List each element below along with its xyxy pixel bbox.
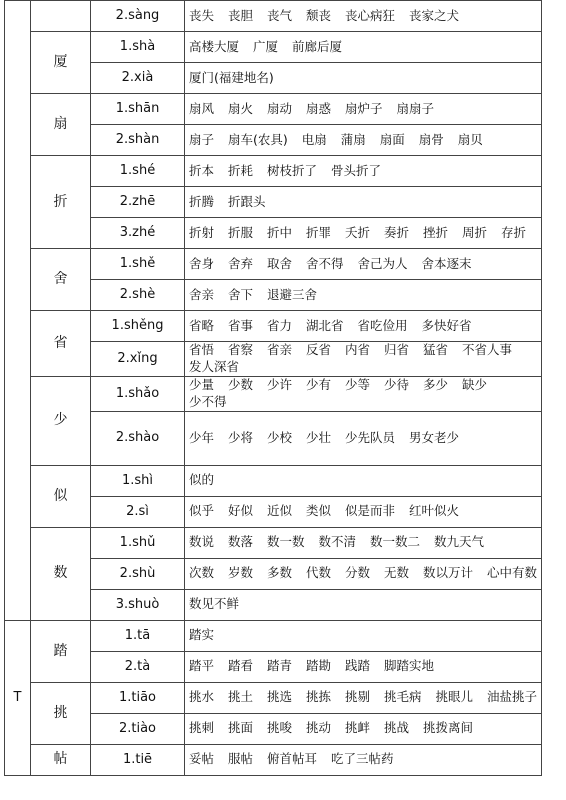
character-cell: 数 [31,527,91,620]
table-row [5,527,542,558]
letter-cell [5,1,31,621]
example-word: 存折 [501,224,527,240]
example-word: 似的 [189,472,215,488]
words-cell [185,63,542,94]
example-word: 蒲扇 [340,131,366,147]
words-cell [185,744,542,775]
pinyin-cell: 2.shàn [91,125,185,156]
example-word: 挑面 [228,720,254,736]
example-word: 少先队员 [345,429,396,445]
example-word: 省亲 [267,342,293,357]
words-cell [185,411,542,465]
table-row [5,249,542,280]
example-word: 无数 [384,565,410,581]
example-word: 心中有数 [487,565,538,581]
character-cell [31,1,91,32]
example-word: 扇风 [189,100,215,116]
table-row [5,744,542,775]
example-word: 发人深省 [189,358,240,374]
example-word: 服帖 [228,751,254,767]
example-word: 厦门(福建地名) [189,69,274,85]
example-word: 丧家之犬 [409,7,460,23]
example-word: 省事 [228,317,254,333]
example-word: 挑动 [306,720,332,736]
example-word: 折罪 [306,224,332,240]
words-cell [185,94,542,125]
pinyin-cell: 1.shé [91,156,185,187]
example-word: 舍己为人 [357,255,408,271]
example-word: 数一数 [267,534,305,550]
example-word: 折射 [189,224,215,240]
example-word: 挑拣 [306,689,332,705]
character-cell: 帖 [31,744,91,775]
example-word: 舍不得 [306,255,344,271]
example-word: 舍下 [228,286,254,302]
example-word: 扇火 [228,100,254,116]
table-row [5,311,542,342]
words-cell [185,589,542,620]
example-word: 挑毛病 [384,689,422,705]
example-word: 扇骨 [418,131,444,147]
character-cell: 似 [31,465,91,527]
pinyin-cell: 1.tā [91,620,185,651]
words-cell [185,187,542,218]
example-word: 丧失 [189,7,215,23]
example-word: 省悟 [189,342,215,357]
pinyin-cell: 2.xǐng [91,342,185,377]
example-word: 数见不鲜 [189,596,240,612]
pinyin-cell: 1.shǔ [91,527,185,558]
words-cell [185,311,542,342]
pinyin-cell: 2.sàng [91,1,185,32]
example-word: 少壮 [306,429,332,445]
example-word: 夭折 [345,224,371,240]
example-word: 折跟头 [228,193,266,209]
example-word: 挑刺 [189,720,215,736]
table-row [5,620,542,651]
words-cell [185,651,542,682]
example-word: 不省人事 [462,342,513,357]
pinyin-cell: 2.sì [91,496,185,527]
example-word: 挑衅 [345,720,371,736]
pinyin-cell: 2.shù [91,558,185,589]
example-word: 踏平 [189,658,215,674]
words-cell [185,527,542,558]
pinyin-cell: 3.shuò [91,589,185,620]
words-cell [185,713,542,744]
example-word: 似乎 [189,503,215,519]
example-word: 多快好省 [421,317,472,333]
example-word: 少校 [267,429,293,445]
example-word: 次数 [189,565,215,581]
words-cell [185,376,542,411]
example-word: 数九天气 [434,534,485,550]
table-row [5,376,542,411]
words-cell [185,496,542,527]
example-word: 挑战 [384,720,410,736]
example-word: 广厦 [253,38,279,54]
example-word: 扇扇子 [396,100,435,116]
example-word: 多数 [267,565,293,581]
polyphonic-char-table [4,0,542,776]
pinyin-cell: 1.shěng [91,311,185,342]
example-word: 挑剔 [345,689,371,705]
words-cell [185,682,542,713]
pinyin-cell: 2.shào [91,411,185,465]
example-word: 岁数 [228,565,254,581]
pinyin-cell: 1.shě [91,249,185,280]
pinyin-cell: 3.zhé [91,218,185,249]
example-word: 退避三舍 [267,286,318,302]
example-word: 少等 [345,376,371,392]
example-word: 挑眼儿 [435,689,474,705]
example-word: 树枝折了 [267,162,318,178]
words-cell [185,125,542,156]
example-word: 少量 [189,376,215,392]
table-row [5,1,542,32]
pinyin-cell: 1.shì [91,465,185,496]
example-word: 多少 [423,376,449,392]
words-cell [185,32,542,63]
example-word: 折服 [228,224,254,240]
example-word: 挑选 [267,689,293,705]
character-cell: 少 [31,376,91,465]
example-word: 吃了三帖药 [331,751,394,767]
example-word: 反省 [306,342,332,357]
example-word: 少许 [267,376,293,392]
example-word: 数落 [228,534,254,550]
pinyin-cell: 2.shè [91,280,185,311]
pinyin-cell: 1.tiāo [91,682,185,713]
example-word: 电扇 [301,131,327,147]
example-word: 代数 [306,565,332,581]
pinyin-cell: 2.xià [91,63,185,94]
example-word: 舍亲 [189,286,215,302]
example-word: 周折 [462,224,488,240]
example-word: 数一数二 [370,534,421,550]
example-word: 数不清 [318,534,357,550]
example-word: 舍本逐末 [421,255,472,271]
example-word: 丧心病狂 [345,7,396,23]
example-word: 好似 [228,503,254,519]
example-word: 挫折 [423,224,449,240]
pinyin-cell: 1.shǎo [91,376,185,411]
example-word: 油盐挑子 [487,689,538,705]
words-cell [185,1,542,32]
table-row [5,94,542,125]
pinyin-cell: 2.zhē [91,187,185,218]
words-cell [185,218,542,249]
example-word: 近似 [267,503,293,519]
example-word: 省吃俭用 [357,317,408,333]
character-cell: 挑 [31,682,91,744]
words-cell [185,465,542,496]
pinyin-cell: 1.shān [91,94,185,125]
example-word: 扇子 [189,131,215,147]
example-word: 湖北省 [306,317,344,333]
words-cell [185,156,542,187]
table-row [5,465,542,496]
example-word: 男女老少 [409,429,460,445]
character-cell: 扇 [31,94,91,156]
example-word: 扇动 [267,100,293,116]
example-word: 猛省 [423,342,449,357]
example-word: 挑土 [228,689,254,705]
example-word: 省察 [228,342,254,357]
character-cell: 折 [31,156,91,249]
example-word: 内省 [345,342,371,357]
table-row [5,682,542,713]
example-word: 妥帖 [189,751,215,767]
example-word: 缺少 [462,376,488,392]
table-row [5,32,542,63]
example-word: 践踏 [345,658,371,674]
example-word: 舍弃 [228,255,254,271]
character-cell: 舍 [31,249,91,311]
example-word: 扇贝 [457,131,483,147]
character-cell: 踏 [31,620,91,682]
example-word: 扇面 [379,131,405,147]
example-word: 省略 [189,317,215,333]
example-word: 数以万计 [423,565,474,581]
words-cell [185,249,542,280]
example-word: 类似 [306,503,332,519]
example-word: 少待 [384,376,410,392]
example-word: 归省 [384,342,410,357]
example-word: 颓丧 [306,7,332,23]
example-word: 脚踏实地 [384,658,435,674]
example-word: 扇惑 [306,100,332,116]
example-word: 取舍 [267,255,293,271]
example-word: 俯首帖耳 [267,751,318,767]
example-word: 骨头折了 [331,162,382,178]
example-word: 挑水 [189,689,215,705]
example-word: 似是而非 [345,503,396,519]
example-word: 分数 [345,565,371,581]
example-word: 丧气 [267,7,293,23]
pinyin-cell: 1.tiē [91,744,185,775]
words-cell [185,280,542,311]
example-word: 少年 [189,429,215,445]
example-word: 前廊后厦 [292,38,343,54]
example-word: 扇炉子 [345,100,383,116]
example-word: 少不得 [189,393,227,409]
words-cell [185,342,542,377]
example-word: 挑唆 [267,720,293,736]
example-word: 奏折 [384,224,410,240]
example-word: 舍身 [189,255,215,271]
example-word: 折本 [189,162,215,178]
example-word: 折腾 [189,193,215,209]
pinyin-cell: 2.tiào [91,713,185,744]
example-word: 折耗 [228,162,254,178]
example-word: 高楼大厦 [189,38,240,54]
example-word: 数说 [189,534,215,550]
example-word: 红叶似火 [409,503,460,519]
example-word: 少将 [228,429,254,445]
example-word: 踏实 [189,627,215,643]
example-word: 扇车(农具) [228,131,288,147]
words-cell [185,620,542,651]
example-word: 踏勘 [306,658,332,674]
example-word: 少有 [306,376,332,392]
example-word: 少数 [228,376,254,392]
character-cell: 厦 [31,32,91,94]
example-word: 踏青 [267,658,293,674]
words-cell [185,558,542,589]
pinyin-cell: 1.shà [91,32,185,63]
letter-cell: T [5,620,31,775]
example-word: 踏看 [228,658,254,674]
table-row [5,156,542,187]
example-word: 折中 [267,224,293,240]
character-cell: 省 [31,311,91,377]
example-word: 丧胆 [228,7,254,23]
example-word: 挑拨离间 [423,720,474,736]
example-word: 省力 [267,317,293,333]
pinyin-cell: 2.tà [91,651,185,682]
